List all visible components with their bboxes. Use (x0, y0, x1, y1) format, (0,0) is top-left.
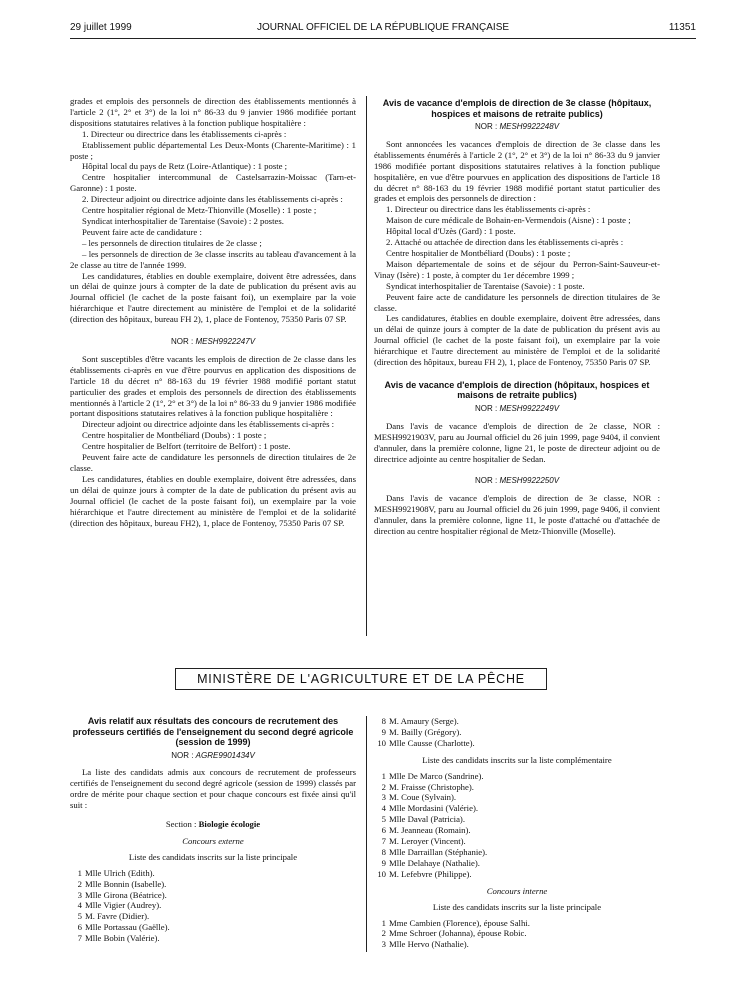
paragraph: Dans l'avis de vacance d'emplois de direction de 3e classe, NOR : MESH9921908V, paru au Journal officiel du 26 juin 1999, page 9406, il convient d'annuler, dans la première colonne, ligne 11, le poste d'attaché ou d'attachée de direction au centre hospitalier régional de Metz-Thionville (Moselle). (374, 493, 660, 537)
candidate-rank: 8 (381, 846, 386, 857)
left-column-bottom (70, 716, 356, 944)
list-item: – les personnels de direction de 3e classe inscrits au tableau d'avancement à la 2e classe au titre de l'année 1999. (70, 248, 356, 270)
candidate-item (374, 814, 660, 825)
candidate-name: M. Leroyer (Vincent). (389, 836, 466, 847)
candidate-name: Mlle Bonnin (Isabelle). (85, 878, 167, 889)
paragraph: Sont annoncées les vacances d'emplois de direction de 3e classe dans les établissements énumérés à l'article 2 (1°, 2° et 3°) de la loi n° 86-33 du 9 janvier 1986 modifiée portant dispositions statutaires relatives à la fonction publique hospitalière, en vue d'être pourvues en application des dispositions de l'article 18 du décret n° 88-163 du 19 février 1988 modifié portant statut particulier des grades et emplois des personnels de direction : (374, 138, 660, 204)
paragraph: Syndicat interhospitalier de Tarentaise (Savoie) : 1 poste. (386, 280, 585, 291)
right-column-bottom (374, 716, 660, 950)
candidate-name: Mlle Causse (Charlotte). (389, 737, 475, 748)
notice-title: Avis de vacance d'emplois de direction (hôpitaux, hospices et maisons de retraite publics) (384, 379, 650, 401)
candidate-name: Mlle Hervo (Nathalie). (389, 939, 469, 950)
paragraph: Centre hospitalier de Montbéliard (Doubs) : 1 poste ; (82, 430, 267, 441)
candidate-rank: 10 (377, 737, 386, 748)
candidate-rank: 4 (381, 803, 386, 814)
candidate-item (374, 918, 660, 929)
candidate-item (374, 727, 660, 738)
candidate-rank: 7 (381, 836, 386, 847)
candidate-item (70, 890, 356, 901)
paragraph: Maison de cure médicale de Bohain-en-Vermendois (Aisne) : 1 poste ; (386, 215, 631, 226)
concours-heading: Concours externe (182, 835, 244, 846)
nor-reference: NOR : MESH9922248V (474, 122, 560, 131)
section-heading: Section : Biologie écologie (165, 819, 261, 830)
candidate-item (374, 939, 660, 950)
nor-reference: NOR : MESH9922250V (474, 476, 560, 486)
candidate-item (374, 847, 660, 858)
candidate-rank: 6 (381, 825, 386, 836)
list-heading: Liste des candidats inscrits sur la liste principale (432, 901, 602, 912)
paragraph: Les candidatures, établies en double exemplaire, doivent être adressées, dans un délai de quinze jours à compter de la date de publication du présent avis au Journal officiel (le cachet de la poste faisant foi), un exemplaire par la voie hiérarchique et l'autre directement au ministère de l'emploi et de la solidarité (direction des hôpitaux, bureau FH2), 1, place de Fontenoy, 75350 Paris 07 SP. (70, 473, 356, 528)
candidate-list (374, 771, 660, 880)
header-page-number: 11351 (668, 22, 696, 33)
ministry-banner: MINISTÈRE DE L'AGRICULTURE ET DE LA PÊCHE (175, 668, 547, 690)
candidate-name: M. Bailly (Grégory). (389, 726, 462, 737)
paragraph: Hôpital local du pays de Retz (Loire-Atlantique) : 1 poste ; (82, 161, 288, 172)
candidate-list (374, 716, 660, 749)
candidate-rank: 2 (77, 878, 82, 889)
candidate-list (374, 918, 660, 951)
candidate-name: M. Amaury (Serge). (389, 716, 459, 726)
candidate-rank: 7 (77, 933, 82, 944)
left-column-top (70, 96, 356, 528)
candidate-name: Mme Cambien (Florence), épouse Salhi. (389, 917, 530, 928)
candidate-rank: 1 (77, 867, 82, 878)
candidate-rank: 5 (381, 814, 386, 825)
column-divider-top (366, 96, 367, 636)
candidate-name: Mlle Girona (Béatrice). (85, 889, 167, 900)
candidate-rank: 10 (377, 868, 386, 879)
candidate-name: Mlle Vigier (Audrey). (85, 900, 162, 911)
candidate-name: Mlle Portassau (Gaëlle). (85, 922, 170, 933)
paragraph: Directeur adjoint ou directrice adjointe dans les établissements ci-après : (82, 419, 335, 430)
paragraph: Sont susceptibles d'être vacants les emplois de direction de 2e classe dans les établissements ci-après en vue d'être pourvus en application des dispositions de l'article 18 du décret n° 88-163 du 19 février 1988 modifié portant statut particulier des grades et emplois des personnels de direction des établissements mentionnés à l'article 2 (1°, 2° et 3°) de la loi n° 86-33 du 9 janvier 1986 modifiée portant dispositions statutaires relatives à la fonction publique hospitalière : (70, 353, 356, 419)
nor-code: AGRE9901434V (195, 750, 255, 760)
candidate-item (70, 911, 356, 922)
candidate-item (374, 836, 660, 847)
nor-reference: NOR : AGRE9901434V (171, 750, 255, 760)
candidate-item (374, 803, 660, 814)
paragraph: Les candidatures, établies en double exemplaire, doivent être adressées, dans un délai de quinze jours à compter de la date de publication du présent avis au Journal officiel (le cachet de la poste faisant foi), un exemplaire par la voie hiérarchique et l'autre directement au ministère de l'emploi et de la solidarité (direction des hôpitaux, bureau FH 2), 1, place de Fontenoy, 75350 Paris 07 SP. (70, 270, 356, 325)
candidate-name: M. Lefebvre (Philippe). (389, 868, 472, 879)
candidate-name: Mlle Daval (Patricia). (389, 814, 465, 825)
candidate-name: Mlle Mordasini (Valérie). (389, 803, 479, 814)
candidate-item (374, 716, 660, 727)
paragraph: Maison départementale de soins et de séjour du Perron-Saint-Sauveur-et-Vinay (Isère) : 1 poste, à compter du 1er décembre 1999 ; (374, 258, 660, 280)
notice-title: Avis de vacance d'emplois de direction de 3e classe (hôpitaux, hospices et maisons de retraite publics) (382, 98, 652, 119)
paragraph: 2. Directeur adjoint ou directrice adjointe dans les établissements ci-après : (82, 194, 343, 205)
paragraph: grades et emplois des personnels de direction des établissements mentionnés à l'article 2 (1°, 2° et 3°) de la loi n° 86-33 du 9 janvier 1986 modifiée portant dispositions statutaires relatives à la fonction publique hospitalière : (70, 96, 356, 128)
candidate-rank: 3 (381, 939, 386, 950)
candidate-name: M. Coue (Sylvain). (389, 792, 457, 803)
candidate-list (70, 868, 356, 944)
nor-code: MESH9922247V (195, 337, 256, 347)
nor-code: MESH9922250V (499, 476, 560, 486)
nor-reference: NOR : MESH9922247V (170, 337, 256, 347)
candidate-item (70, 879, 356, 890)
candidate-name: M. Jeanneau (Romain). (389, 825, 471, 836)
candidate-rank: 2 (381, 781, 386, 792)
paragraph: Etablissement public départemental Les Deux-Monts (Charente-Maritime) : 1 poste ; (70, 139, 356, 161)
paragraph: Les candidatures, établies en double exemplaire, doivent être adressées, dans un délai de quinze jours à compter de la date de publication du présent avis au Journal officiel (le cachet de la poste faisant foi), un exemplaire par la voie hiérarchique et l'autre directement au ministère de l'emploi et de la solidarité (direction des hôpitaux, bureau FH 2), 1, place de Fontenoy, 75350 Paris 07 SP. (374, 313, 660, 368)
candidate-item (70, 922, 356, 933)
candidate-name: M. Favre (Didier). (85, 911, 150, 922)
candidate-rank: 8 (381, 716, 386, 726)
paragraph: Syndicat interhospitalier de Tarentaise (Savoie) : 2 postes. (82, 215, 284, 226)
candidate-rank: 3 (77, 889, 82, 900)
paragraph: Centre hospitalier régional de Metz-Thionville (Moselle) : 1 poste ; (82, 205, 317, 216)
candidate-name: Mme Schroer (Johanna), épouse Robic. (389, 928, 527, 939)
candidate-rank: 5 (77, 911, 82, 922)
nor-code: MESH9922249V (499, 403, 560, 413)
candidate-item (374, 738, 660, 749)
paragraph: 2. Attaché ou attachée de direction dans les établissements ci-après : (386, 237, 624, 248)
paragraph: Centre hospitalier de Montbéliard (Doubs) : 1 poste ; (386, 247, 571, 258)
candidate-name: Mlle De Marco (Sandrine). (389, 770, 484, 781)
candidate-name: M. Fraisse (Christophe). (389, 781, 474, 792)
paragraph: Centre hospitalier de Belfort (territoire de Belfort) : 1 poste. (82, 441, 291, 452)
candidate-rank: 9 (381, 726, 386, 737)
paragraph: Peuvent faire acte de candidature : (82, 226, 202, 237)
candidate-name: Mlle Bobin (Valérie). (85, 933, 160, 944)
nor-code: MESH9922248V (499, 122, 560, 131)
page-header (70, 22, 696, 38)
concours-heading: Concours interne (486, 885, 548, 896)
candidate-item (374, 792, 660, 803)
paragraph: 1. Directeur ou directrice dans les établissements ci-après : (386, 204, 591, 215)
paragraph: Peuvent faire acte de candidature les personnels de direction titulaires de 3e classe. (374, 291, 660, 313)
list-heading: Liste des candidats inscrits sur la liste complémentaire (422, 754, 612, 765)
candidate-item (70, 933, 356, 944)
header-date: 29 juillet 1999 (70, 22, 132, 33)
right-column-top (374, 98, 660, 537)
section-name: Biologie écologie (198, 819, 261, 830)
column-divider-bottom (366, 716, 367, 952)
candidate-item (374, 858, 660, 869)
candidate-rank: 9 (381, 857, 386, 868)
paragraph: Hôpital local d'Uzès (Gard) : 1 poste. (386, 226, 516, 237)
paragraph: Dans l'avis de vacance d'emplois de direction de 2e classe, NOR : MESH9921903V, paru au Journal officiel du 26 juin 1999, page 9404, il convient d'annuler, dans la première colonne, ligne 21, le poste de directeur adjoint ou de directrice adjointe au centre hospitalier de Sedan. (374, 420, 660, 464)
candidate-item (70, 900, 356, 911)
candidate-name: Mlle Delahaye (Nathalie). (389, 857, 480, 868)
candidate-rank: 3 (381, 792, 386, 803)
candidate-name: Mlle Ulrich (Edith). (85, 867, 155, 878)
header-rule (70, 38, 696, 39)
paragraph: Peuvent faire acte de candidature les personnels de direction titulaires de 2e classe. (70, 452, 356, 473)
candidate-rank: 4 (77, 900, 82, 911)
candidate-item (374, 825, 660, 836)
paragraph: La liste des candidats admis aux concours de recrutement de professeurs certifiés de l'enseignement du second degré agricole (session de 1999) classés par ordre de mérite pour chaque section et pour chaque concours est fixée ainsi qu'il suit : (70, 767, 356, 811)
candidate-item (374, 869, 660, 880)
list-item: – les personnels de direction titulaires de 2e classe ; (82, 237, 262, 248)
header-journal-title: JOURNAL OFFICIEL DE LA RÉPUBLIQUE FRANÇAISE (256, 22, 510, 33)
candidate-rank: 6 (77, 922, 82, 933)
paragraph: Centre hospitalier intercommunal de Castelsarrazin-Moissac (Tarn-et-Garonne) : 1 poste. (70, 172, 356, 194)
nor-reference: NOR : MESH9922249V (474, 403, 560, 413)
candidate-name: Mlle Darraillan (Stéphanie). (389, 846, 488, 857)
candidate-rank: 2 (381, 928, 386, 939)
paragraph: 1. Directeur ou directrice dans les établissements ci-après : (82, 128, 287, 139)
candidate-item (374, 771, 660, 782)
candidate-item (374, 782, 660, 793)
notice-title: Avis relatif aux résultats des concours de recrutement des professeurs certifiés de l'enseignement du second degré agricole (session de 1999) (72, 716, 354, 747)
candidate-item (374, 928, 660, 939)
candidate-rank: 1 (381, 770, 386, 781)
candidate-item (70, 868, 356, 879)
candidate-rank: 1 (381, 917, 386, 928)
list-heading: Liste des candidats inscrits sur la liste principale (128, 851, 298, 862)
